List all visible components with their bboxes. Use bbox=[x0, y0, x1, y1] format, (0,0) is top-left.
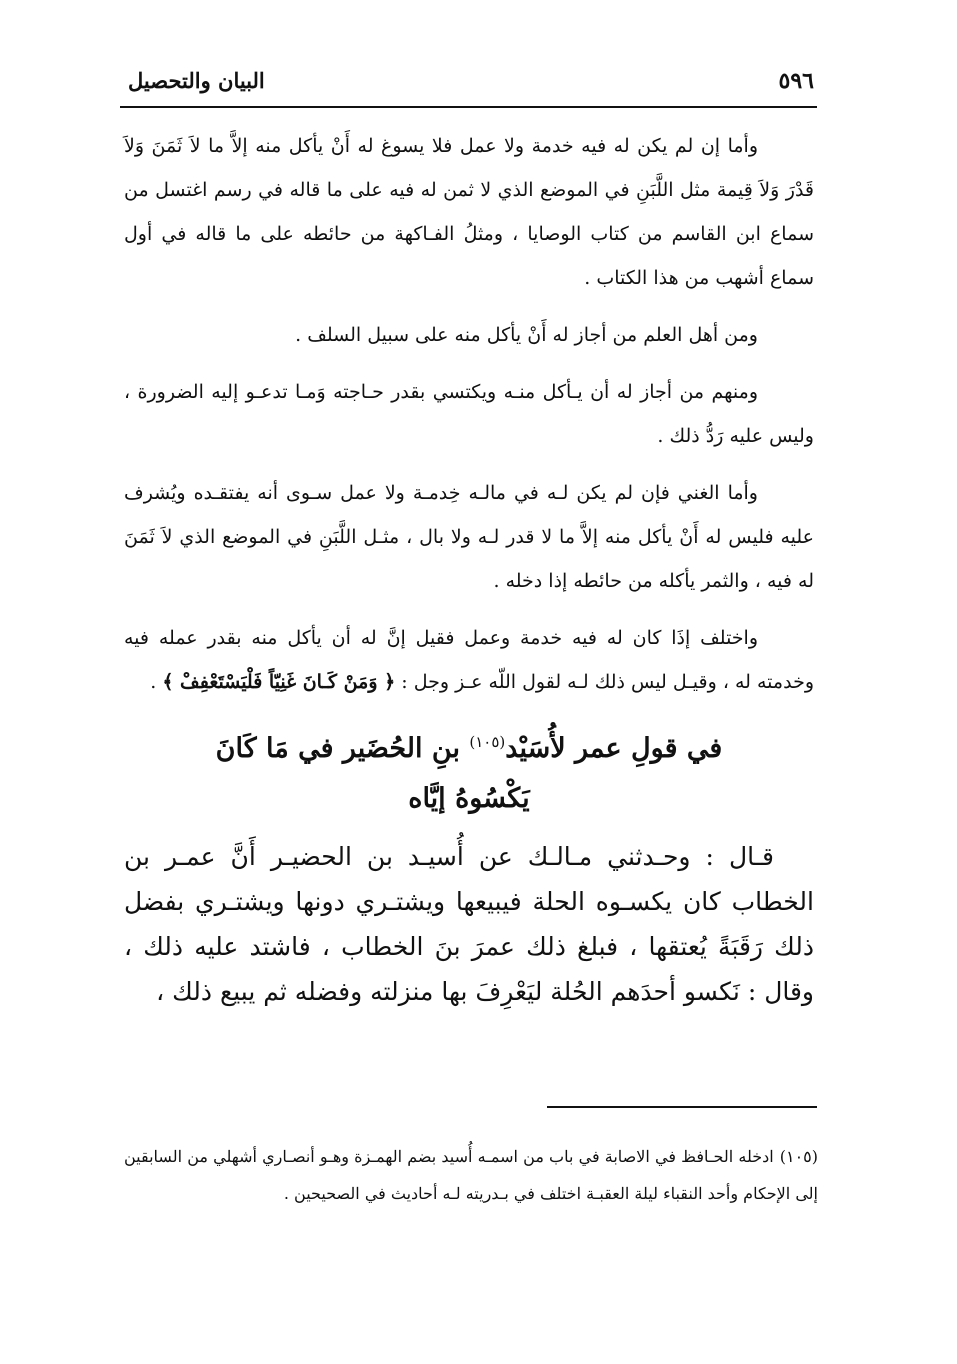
section-heading bbox=[124, 717, 814, 824]
running-title: البيان والتحصيل bbox=[128, 68, 265, 93]
heading-text-end: بنِ الحُضَير في مَا كَانَ bbox=[215, 733, 460, 764]
footnote-number: (١٠٥) bbox=[779, 1147, 818, 1166]
heading-line-2: يَكْسُوهُ إيَّاه bbox=[408, 783, 530, 814]
paragraph-text: واختلف إذَا كان له فيه خدمة وعمل فقيل إنَّ له أن يأكل منه بقدر عمله فيه وخدمته له ، وقيـل ليس ذلك لـه لقول اللّه عـز وجل : bbox=[124, 627, 814, 693]
header-divider bbox=[120, 106, 817, 108]
main-body bbox=[124, 124, 814, 1014]
paragraph: ومن أهل العلم من أجاز له أَنْ يأكل منه على سبيل السلف . bbox=[295, 324, 758, 346]
heading-text-start: في قولِ عمر لأُسَيْد bbox=[505, 733, 723, 764]
paragraph: وأما الغني فإن لم يكن لـه في مالـه خِدمـة ولا عمل سـوى أنه يفتقـده ويُشرف عليه فليس له أَنْ يأكل منه إلاَّ ما لا قدر لـه ولا بال ، مثـل اللَّبَنِ في الموضع الذي لاَ ثَمَنَ له فيه ، والثمر يأكله من حائطه إذا دخله . bbox=[124, 482, 814, 592]
page-number: ٥٩٦ bbox=[778, 68, 814, 94]
footnote bbox=[124, 1138, 818, 1212]
page-header bbox=[128, 68, 814, 108]
heading-line-1 bbox=[124, 717, 814, 774]
paragraph: ومنهم من أجاز له أن يـأكل منـه ويكتسي بقدر حـاجته وَمـا تدعـو إليه الضرورة ، وليس عليه رَدُّ ذلك . bbox=[124, 381, 814, 447]
footnote-reference: (١٠٥) bbox=[469, 733, 506, 751]
paragraph-end: . bbox=[150, 671, 157, 693]
quran-quote: ﴿ وَمَنْ كَـانَ غَنِيّاً فَلْيَسْتَعْفِفْ ﴾ bbox=[162, 671, 396, 693]
main-text: قـال : وحـدثني مـالـك عن أُسيـد بن الحضيـر أَنَّ عمـر بن الخطاب كان يكسـوه الحلة فيبيعها ويشتـري دونها ويشتـري بفضل ذلك رَقَبَةً يُعتقها ، فبلغ ذلك عمرَ بنَ الخطاب ، فاشتد عليه ذلك ، وقال : نَكسو أحدَهم الحُلة ليَعْرِفَ بها منزلته وفضله ثم يبيع ذلك ، bbox=[124, 842, 814, 1006]
footnote-divider bbox=[547, 1106, 817, 1108]
footnote-text: ادخله الحـافظ في الاصابة في باب من اسمـه أُسيد بضم الهمـزة وهـو أنصـاري أشهلي من السابقين إلى الإحكام وأحد النقباء ليلة العقبـة اختلف في بـدريته لـه أحاديث في الصحيحين . bbox=[124, 1147, 818, 1203]
paragraph: وأما إن لم يكن له فيه خدمة ولا عمل فلا يسوغ له أَنْ يأكل منه إلاَّ ما لاَ ثَمَنَ وَلاَ قَدْرَ وَلاَ قِيمة مثل اللَّبَنِ في الموضع الذي لا ثمن له فيه على ما قاله في رسم اغتسل من سماع ابن القاسم من كتاب الوصايا ، ومثلُ الفـاكهة من حائطه على ما قاله في أول سماع أشهب من هذا الكتاب . bbox=[124, 135, 814, 289]
paragraph-with-quote bbox=[124, 616, 814, 704]
